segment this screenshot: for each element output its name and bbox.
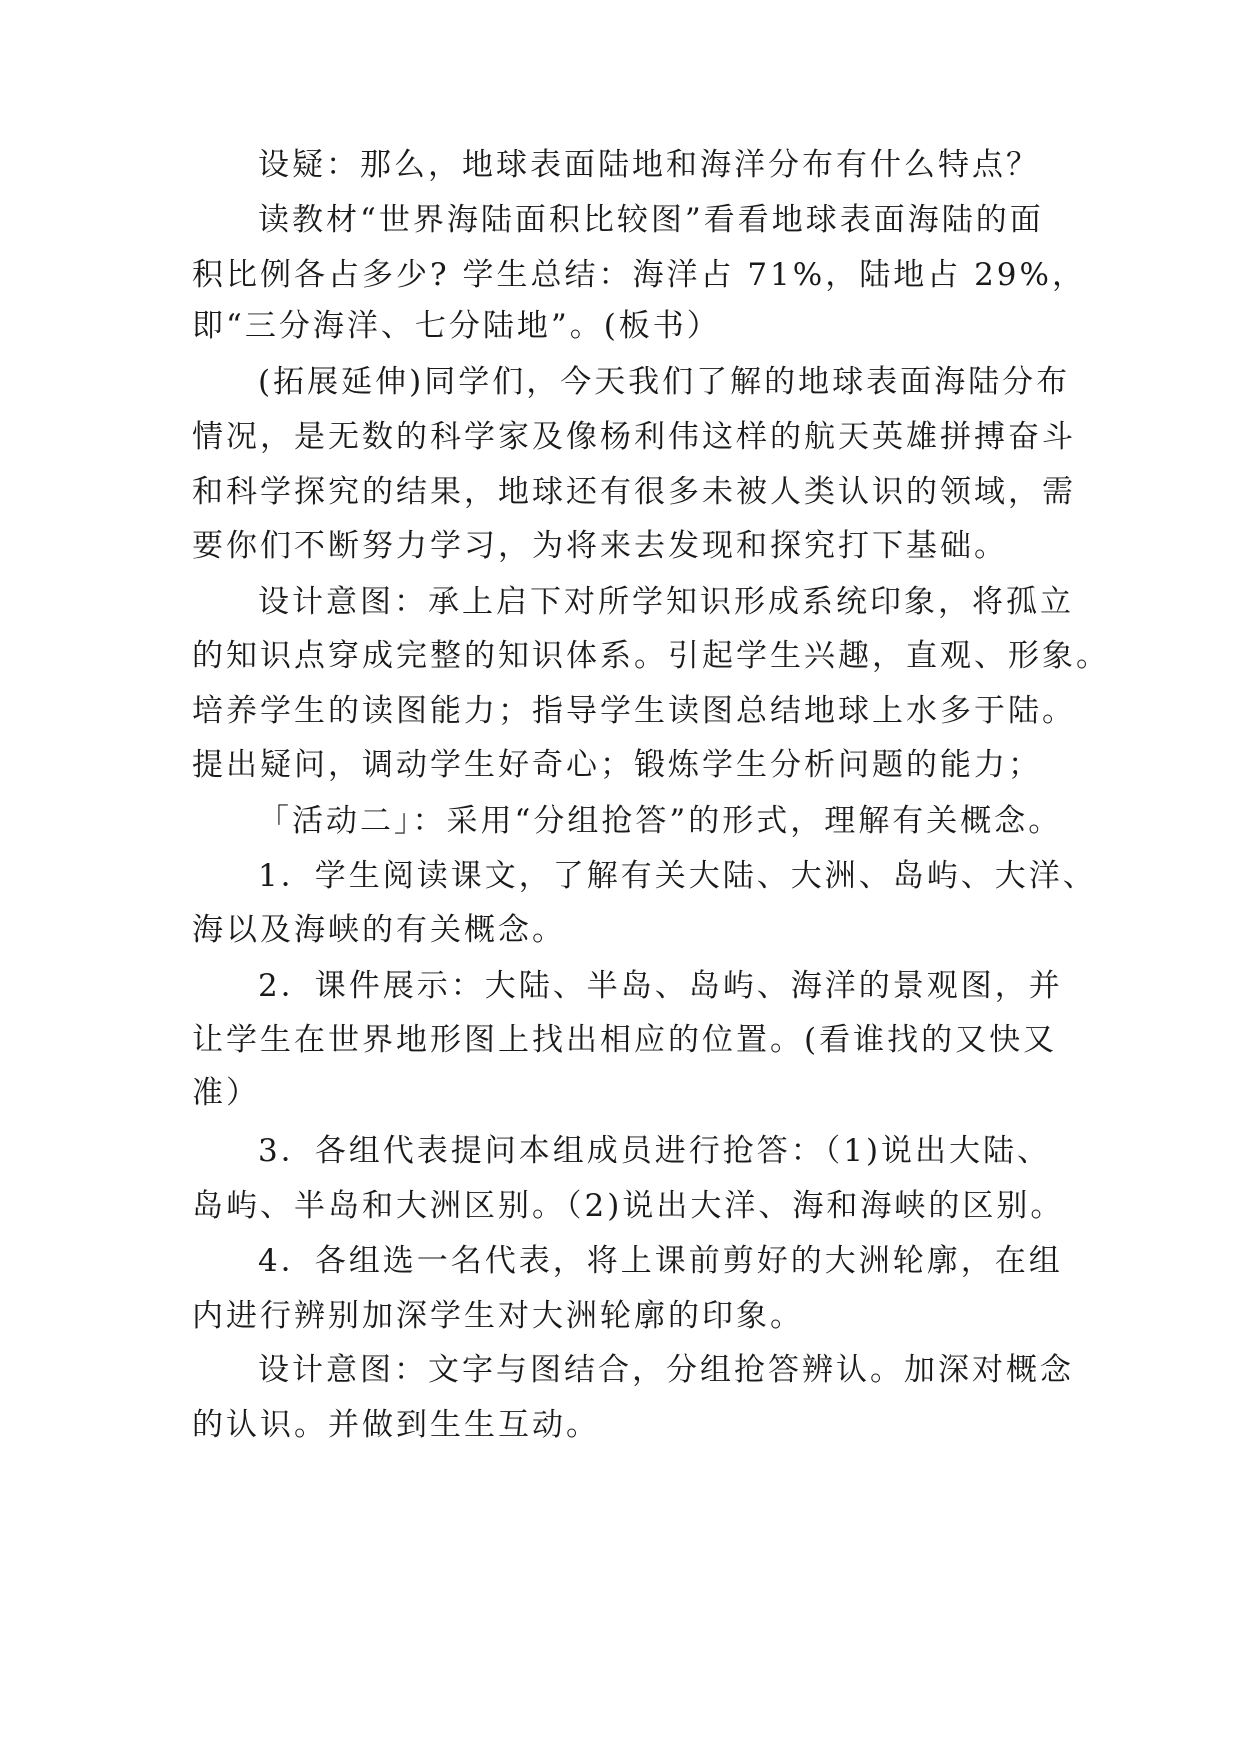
paragraph-line: 提出疑问，调动学生好奇心；锻炼学生分析问题的能力； bbox=[192, 747, 1042, 783]
paragraph-line: 3．各组代表提问本组成员进行抢答：（1)说出大陆、 bbox=[258, 1133, 1052, 1169]
paragraph-line: 海以及海峡的有关概念。 bbox=[192, 912, 566, 948]
paragraph-line: 积比例各占多少? 学生总结：海洋占 71%，陆地占 29%， bbox=[192, 257, 1086, 293]
paragraph-line: 设计意图：文字与图结合，分组抢答辨认。加深对概念 bbox=[258, 1352, 1074, 1388]
paragraph-line: 「活动二」：采用“分组抢答”的形式，理解有关概念。 bbox=[258, 803, 1063, 839]
paragraph-line: 培养学生的读图能力；指导学生读图总结地球上水多于陆。 bbox=[192, 693, 1076, 729]
paragraph-line: 2．课件展示：大陆、半岛、岛屿、海洋的景观图，并 bbox=[258, 968, 1063, 1004]
paragraph-line: 4．各组选一名代表，将上课前剪好的大洲轮廓，在组 bbox=[258, 1243, 1063, 1279]
paragraph-line: 准） bbox=[192, 1075, 260, 1111]
paragraph-line: 的认识。并做到生生互动。 bbox=[192, 1407, 600, 1443]
paragraph-line: 要你们不断努力学习，为将来去发现和探究打下基础。 bbox=[192, 528, 1008, 564]
paragraph-line: 即“三分海洋、七分陆地”。(板书） bbox=[192, 308, 721, 344]
paragraph-line: 情况，是无数的科学家及像杨利伟这样的航天英雄拼搏奋斗 bbox=[192, 419, 1076, 455]
paragraph-line: 读教材“世界海陆面积比较图”看看地球表面海陆的面 bbox=[258, 202, 1044, 238]
paragraph-line: (拓展延伸)同学们，今天我们了解的地球表面海陆分布 bbox=[258, 364, 1071, 400]
paragraph-line: 让学生在世界地形图上找出相应的位置。(看谁找的又快又 bbox=[192, 1022, 1058, 1058]
paragraph-line: 内进行辨别加深学生对大洲轮廓的印象。 bbox=[192, 1298, 804, 1334]
paragraph-line: 1．学生阅读课文，了解有关大陆、大洲、岛屿、大洋、 bbox=[258, 858, 1097, 894]
paragraph-line: 设计意图：承上启下对所学知识形成系统印象，将孤立 bbox=[258, 584, 1074, 620]
paragraph-line: 和科学探究的结果，地球还有很多未被人类认识的领域，需 bbox=[192, 474, 1076, 510]
paragraph-line: 岛屿、半岛和大洲区别。（2)说出大洋、海和海峡的区别。 bbox=[192, 1188, 1065, 1224]
paragraph-line: 设疑：那么，地球表面陆地和海洋分布有什么特点？ bbox=[258, 147, 1040, 183]
paragraph-line: 的知识点穿成完整的知识体系。引起学生兴趣，直观、形象。 bbox=[192, 638, 1110, 674]
